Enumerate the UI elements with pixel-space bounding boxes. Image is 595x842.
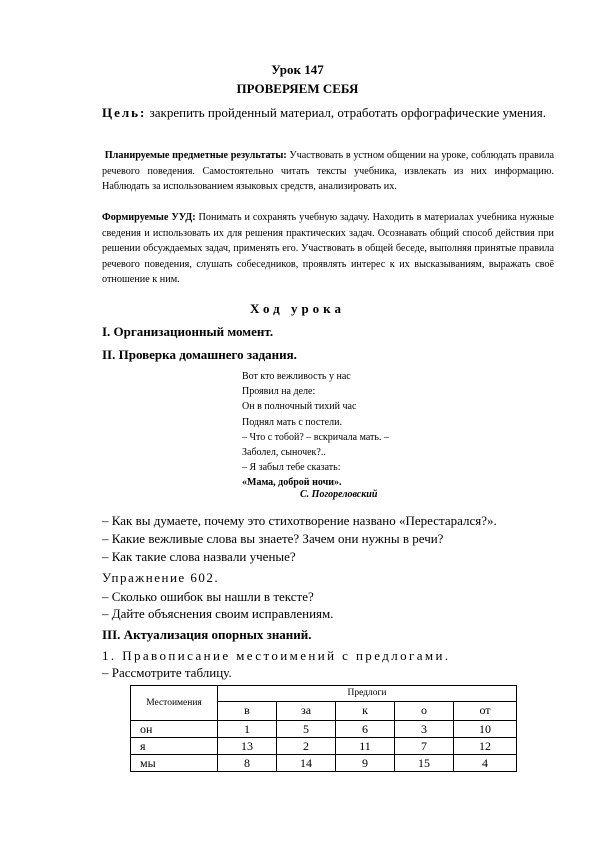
header-prepositions: Предлоги	[218, 686, 517, 702]
planned-results-text: Участвовать в устном общении на уроке, соблюдать правила речевого поведения. Самостоятельно читать тексты учебника, извлекать из них информацию. Наблюдать за использованием языковых средств, анализировать их.	[102, 150, 554, 193]
value-cell: 13	[218, 738, 277, 755]
question-line: – Сколько ошибок вы нашли в тексте?	[102, 589, 314, 604]
poem-line: Заболел, сыночек?..	[242, 447, 326, 459]
value-cell: 2	[277, 738, 336, 755]
value-cell: 8	[218, 755, 277, 772]
poem-line: Вот кто вежливость у нас	[242, 371, 351, 382]
section-organizational: I. Организационный момент.	[102, 324, 274, 339]
exercise-label: Упражнение 602.	[102, 570, 220, 585]
pronoun-cell: он	[131, 721, 218, 738]
value-cell: 15	[395, 755, 454, 772]
question-line: – Дайте объяснения своим исправлениям.	[102, 606, 334, 621]
table-row	[131, 738, 517, 755]
goal-paragraph	[102, 104, 554, 121]
poem-line: – Я забыл тебе сказать:	[242, 462, 341, 474]
goal-text: закрепить пройденный материал, отработать орфографические умения.	[149, 105, 546, 120]
poem	[242, 369, 389, 491]
preposition-cell: за	[277, 701, 336, 720]
poem-author: С. Погореловский	[300, 489, 378, 500]
pronoun-cell: я	[131, 738, 218, 755]
header-pronouns: Местоимения	[131, 686, 218, 721]
table-row	[131, 755, 517, 772]
value-cell: 7	[395, 738, 454, 755]
poem-line: Поднял мать с постели.	[242, 416, 342, 428]
section-actualization: III. Актуализация опорных знаний.	[102, 627, 312, 642]
pronoun-preposition-table	[130, 685, 517, 772]
value-cell: 11	[336, 738, 395, 755]
section-homework: II. Проверка домашнего задания.	[102, 347, 297, 362]
course-heading: Ход урока	[250, 301, 345, 316]
pronoun-cell: мы	[131, 755, 218, 772]
lesson-number: Урок 147	[271, 62, 324, 77]
question-line: – Как вы думаете, почему это стихотворение названо «Перестарался?».	[102, 513, 497, 528]
value-cell: 4	[454, 755, 517, 772]
value-cell: 5	[277, 721, 336, 738]
uud-text: Понимать и сохранять учебную задачу. Находить в материалах учебника нужные сведения и использовать их для решения практических задач. Осознавать общий способ действия при решении обсуждаемых задач, применять его. Участвовать в общей беседе, выполняя принятые правила речевого поведения, слушать собеседников, проявлять интерес к их высказываниям, выражать своё отношение к ним.	[102, 212, 554, 286]
value-cell: 9	[336, 755, 395, 772]
uud-paragraph	[102, 210, 554, 288]
preposition-cell: к	[336, 701, 395, 720]
value-cell: 1	[218, 721, 277, 738]
value-cell: 6	[336, 721, 395, 738]
subsection-title: 1. Правописание местоимений с предлогами.	[102, 648, 451, 663]
table-row	[131, 721, 517, 738]
lesson-title: ПРОВЕРЯЕМ СЕБЯ	[236, 81, 359, 96]
preposition-cell: в	[218, 701, 277, 720]
value-cell: 3	[395, 721, 454, 738]
poem-line: «Мама, доброй ночи».	[242, 477, 342, 489]
planned-results-paragraph	[102, 148, 554, 195]
value-cell: 14	[277, 755, 336, 772]
poem-line: Проявил на деле:	[242, 386, 316, 398]
question-line: – Как такие слова назвали ученые?	[102, 549, 296, 564]
value-cell: 10	[454, 721, 517, 738]
value-cell: 12	[454, 738, 517, 755]
goal-label: Цель:	[102, 105, 147, 120]
poem-line: Он в полночный тихий час	[242, 401, 357, 413]
preposition-cell: от	[454, 701, 517, 720]
table-instruction: – Рассмотрите таблицу.	[102, 665, 232, 680]
uud-label: Формируемые УУД:	[102, 212, 196, 223]
planned-results-label: Планируемые предметные результаты:	[104, 150, 287, 161]
preposition-cell: о	[395, 701, 454, 720]
poem-line: – Что с тобой? – вскричала мать. –	[242, 431, 389, 443]
question-line: – Какие вежливые слова вы знаете? Зачем они нужны в речи?	[102, 531, 444, 546]
